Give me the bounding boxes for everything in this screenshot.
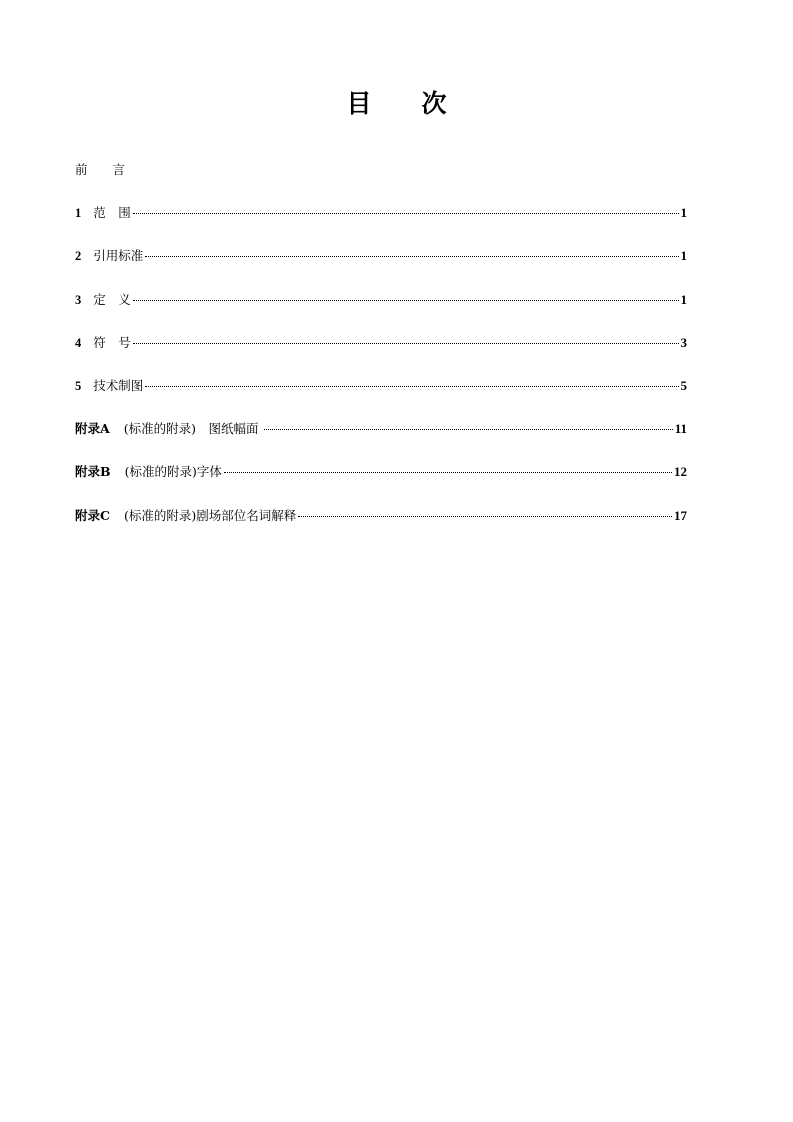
toc-entry-label: (标准的附录)剧场部位名词解释 (123, 507, 297, 523)
toc-entry-label: 技术制图 (93, 377, 144, 393)
toc-entry-definitions[interactable] (75, 288, 687, 331)
toc-entry-label: (标准的附录) 图纸幅面 (123, 421, 263, 437)
toc-dot-leader (133, 343, 679, 344)
toc-entry-label: 引用标准 (93, 248, 144, 264)
toc-entry-foreword[interactable] (75, 158, 687, 201)
toc-dot-leader (264, 429, 672, 430)
toc-entry-number: 2 (75, 249, 82, 264)
toc-entry-appendix-id: 附录A (75, 421, 110, 437)
toc-entry-appendix-id: 附录B (75, 464, 111, 480)
toc-entry-page: 12 (674, 464, 687, 480)
toc-entry-number: 1 (75, 206, 82, 221)
toc-entry-appendix-id: 附录C (75, 507, 110, 523)
toc-entry-label: (标准的附录)字体 (124, 464, 222, 480)
toc-entry-referenced-standards[interactable] (75, 244, 687, 287)
toc-dot-leader (298, 516, 672, 517)
toc-entry-page: 17 (674, 507, 687, 523)
toc-dot-leader (133, 213, 679, 214)
toc-title: 目 次 (346, 89, 447, 118)
toc-entry-number: 4 (75, 335, 82, 350)
toc-entry-symbols[interactable] (75, 331, 687, 374)
toc-entry-label: 定 义 (93, 291, 131, 307)
toc-entry-label: 符 号 (93, 334, 131, 350)
toc-entry-appendix-b[interactable] (75, 460, 687, 503)
toc-entry-label: 前 言 (75, 162, 126, 177)
toc-entry-page: 1 (680, 205, 687, 221)
toc-entry-page: 1 (680, 291, 687, 307)
toc-entry-appendix-a[interactable] (75, 417, 687, 460)
toc-dot-leader (145, 256, 678, 257)
toc-entry-page: 1 (680, 248, 687, 264)
toc-entry-scope[interactable] (75, 201, 687, 244)
toc-entry-page: 3 (680, 334, 687, 350)
toc-list (75, 158, 687, 547)
toc-entry-appendix-c[interactable] (75, 504, 687, 547)
toc-dot-leader (224, 472, 672, 473)
toc-entry-label: 范 围 (93, 205, 131, 221)
toc-dot-leader (133, 300, 679, 301)
toc-entry-page: 5 (680, 377, 687, 393)
toc-entry-number: 5 (75, 378, 82, 393)
toc-entry-technical-drawing[interactable] (75, 374, 687, 417)
toc-entry-page: 11 (674, 421, 687, 437)
toc-dot-leader (145, 386, 678, 387)
toc-entry-number: 3 (75, 292, 82, 307)
